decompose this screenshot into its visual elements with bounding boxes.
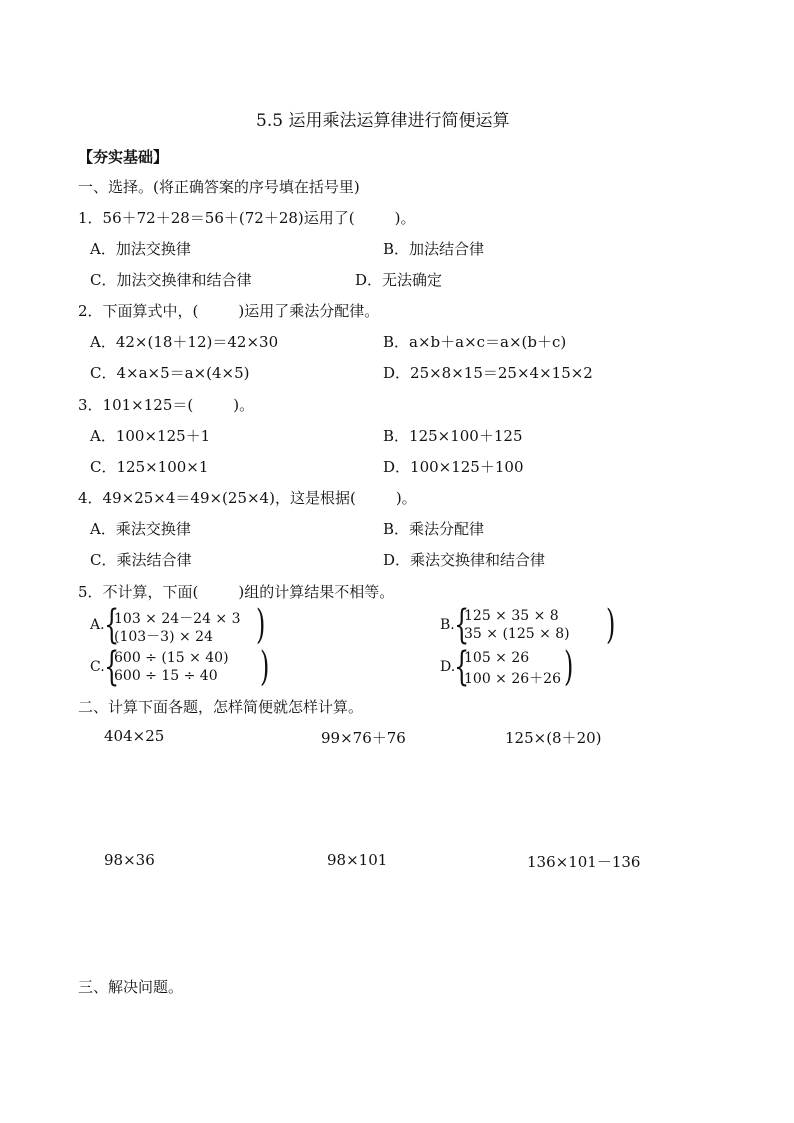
section-label: 【夯实基础】 [78, 148, 169, 166]
calc-problem-2: 99×76＋76 [321, 729, 406, 747]
right-paren-icon: ) [256, 602, 266, 648]
left-brace-icon: { [454, 644, 470, 690]
q4-option-a: A．乘法交换律 [90, 520, 191, 538]
q5-group-d [440, 644, 630, 690]
q4-option-d: D．乘法交换律和结合律 [383, 551, 546, 569]
question-5-stem: 5．不计算，下面( )组的计算结果不相等。 [78, 583, 395, 601]
q1-option-a: A．加法交换律 [90, 240, 191, 258]
q5-group-d-line2: 100 × 26＋26 [464, 671, 561, 687]
q5-group-c-label: C. [90, 659, 105, 675]
q5-group-b-line2: 35 × (125 × 8) [464, 626, 570, 642]
q5-group-c-line1: 600 ÷ (15 × 40) [114, 650, 229, 666]
q4-option-c: C．乘法结合律 [90, 551, 192, 569]
right-paren-icon: ) [606, 602, 616, 648]
part3-heading: 三、解决问题。 [78, 978, 184, 996]
q5-group-c-line2: 600 ÷ 15 ÷ 40 [114, 668, 218, 684]
q3-option-b: B．125×100＋125 [383, 427, 523, 445]
question-4-stem: 4．49×25×4＝49×(25×4)，这是根据( )。 [78, 489, 417, 507]
calc-problem-5: 98×101 [327, 851, 388, 869]
q5-group-a-line1: 103 × 24－24 × 3 [114, 611, 241, 627]
question-2-stem: 2．下面算式中，( )运用了乘法分配律。 [78, 302, 380, 320]
q3-option-a: A．100×125＋1 [90, 427, 211, 445]
q2-option-b: B．a×b＋a×c＝a×(b＋c) [383, 333, 567, 351]
calc-problem-1: 404×25 [104, 727, 165, 745]
q1-option-d: D．无法确定 [355, 271, 443, 289]
left-brace-icon: { [104, 644, 120, 690]
q5-group-b [440, 602, 630, 648]
question-3-stem: 3．101×125＝( )。 [78, 396, 255, 414]
right-paren-icon: ) [564, 644, 574, 690]
part1-heading: 一、选择。(将正确答案的序号填在括号里) [78, 178, 360, 196]
part2-heading: 二、计算下面各题，怎样简便就怎样计算。 [78, 698, 364, 716]
q2-option-c: C．4×a×5＝a×(4×5) [90, 364, 250, 382]
q2-option-d: D．25×8×15＝25×4×15×2 [383, 364, 593, 382]
q1-option-c: C．加法交换律和结合律 [90, 271, 252, 289]
q5-group-b-label: B. [440, 617, 455, 633]
q4-option-b: B．乘法分配律 [383, 520, 485, 538]
q5-group-d-line1: 105 × 26 [464, 650, 530, 666]
calc-problem-4: 98×36 [104, 851, 155, 869]
calc-problem-6: 136×101－136 [527, 853, 641, 871]
q5-group-a-line2: (103－3) × 24 [114, 629, 213, 645]
q3-option-c: C．125×100×1 [90, 458, 209, 476]
q5-group-a [90, 602, 280, 648]
page-title: 5.5 运用乘法运算律进行简便运算 [256, 111, 510, 131]
calc-problem-3: 125×(8＋20) [505, 729, 602, 747]
q5-group-a-label: A. [90, 617, 105, 633]
q3-option-d: D．100×125＋100 [383, 458, 524, 476]
left-brace-icon: { [104, 602, 120, 648]
q5-group-c [90, 644, 280, 690]
q2-option-a: A．42×(18＋12)＝42×30 [90, 333, 279, 351]
right-paren-icon: ) [260, 644, 270, 690]
q5-group-d-label: D. [440, 659, 456, 675]
q1-option-b: B．加法结合律 [383, 240, 485, 258]
left-brace-icon: { [454, 602, 470, 648]
question-1-stem: 1．56＋72＋28＝56＋(72＋28)运用了( )。 [78, 209, 416, 227]
q5-group-b-line1: 125 × 35 × 8 [464, 608, 559, 624]
